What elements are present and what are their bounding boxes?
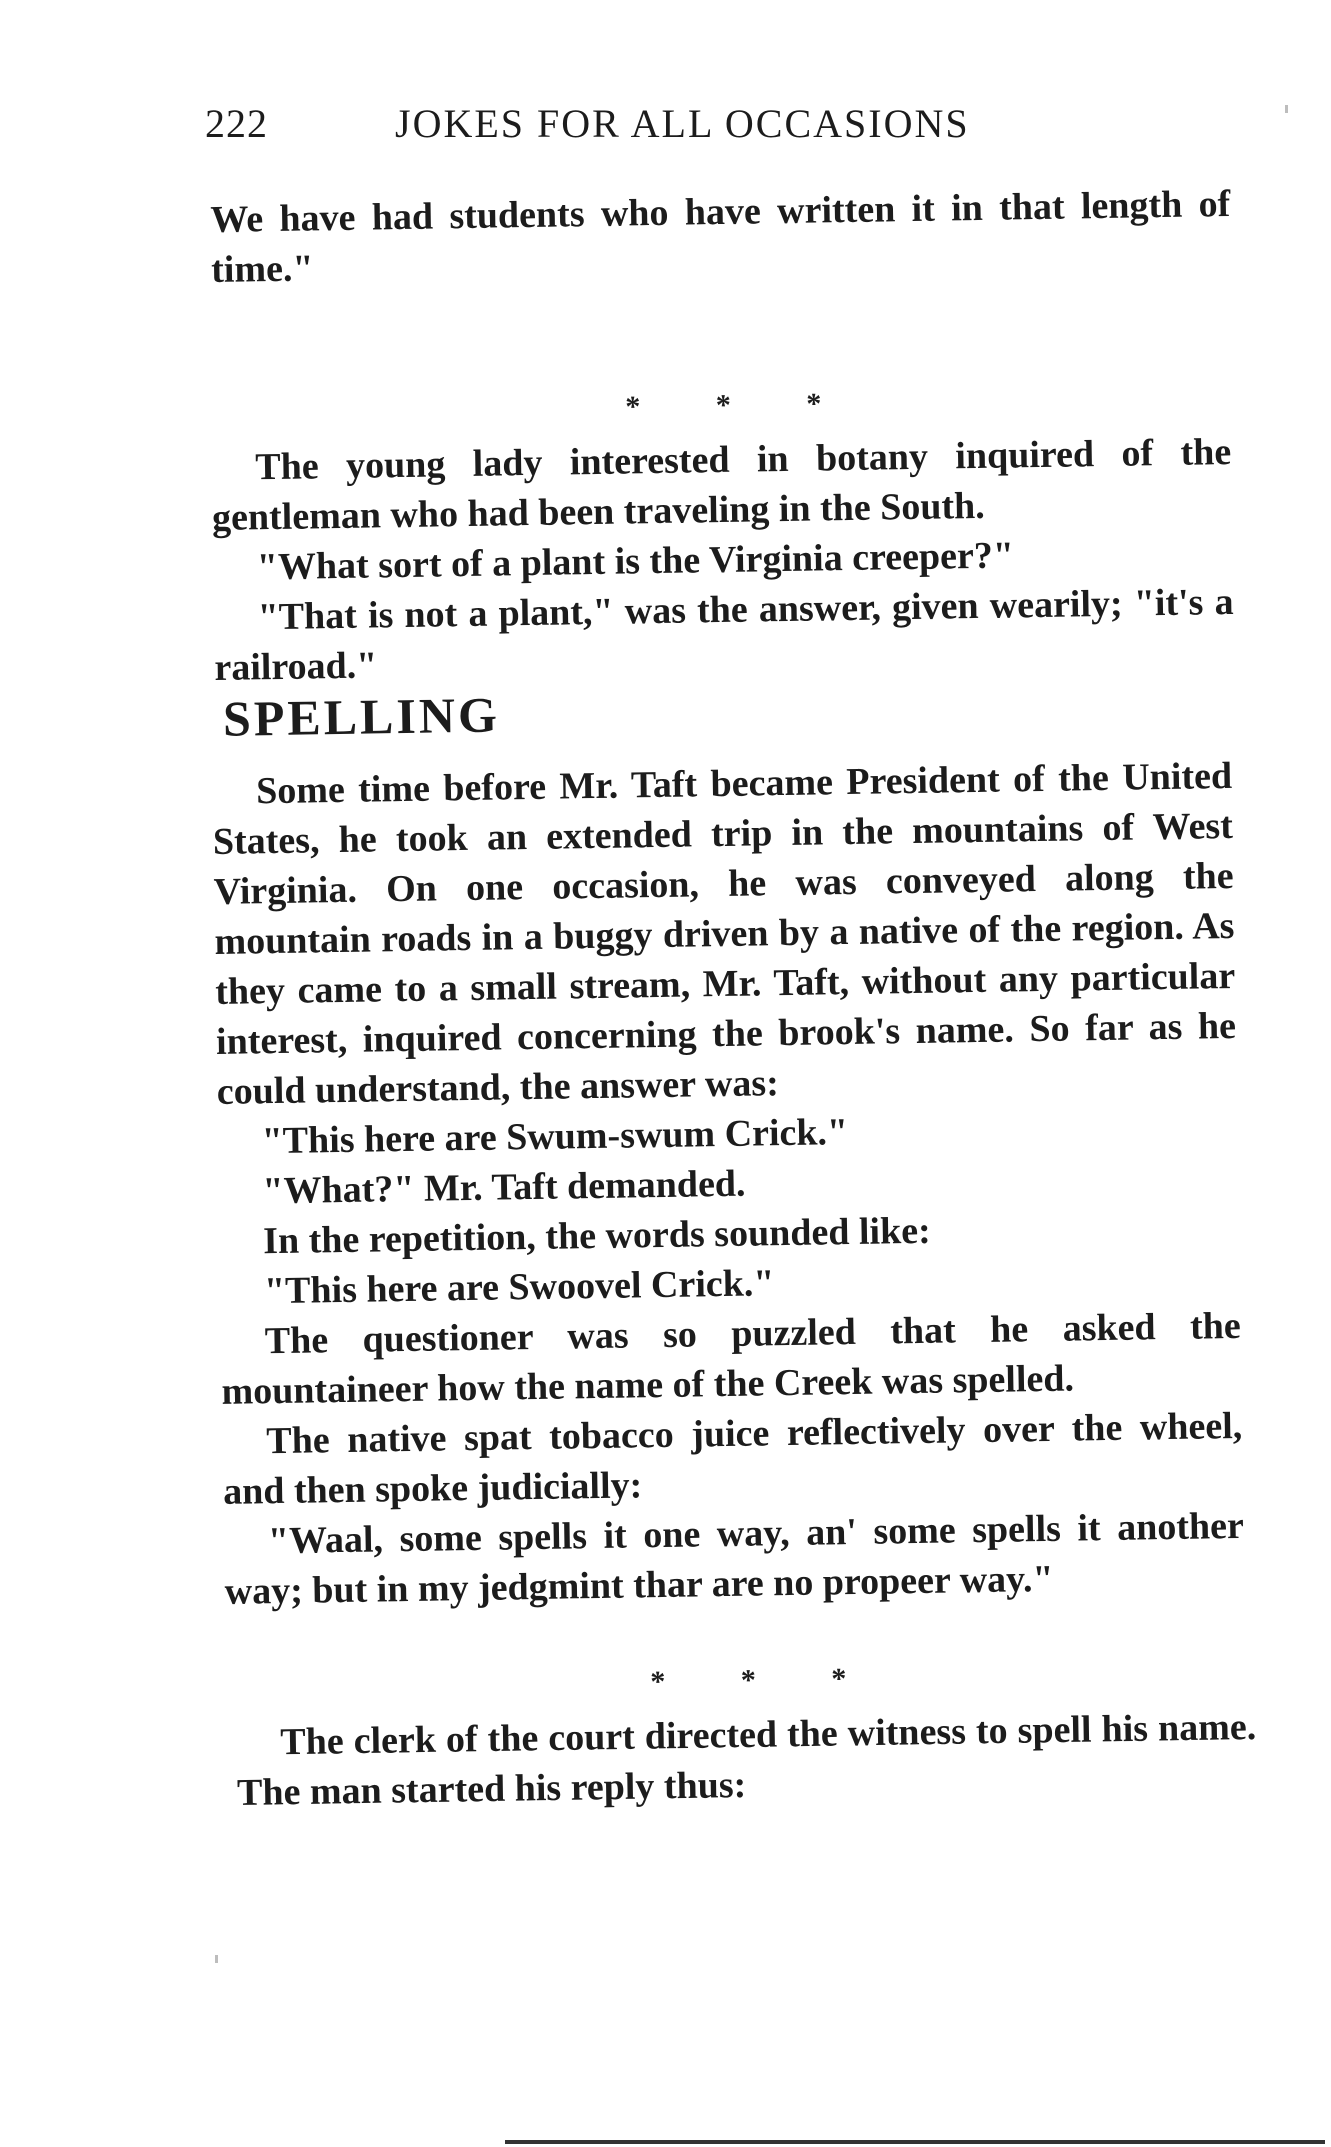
spelling-paragraph-7: The native spat tobacco juice reflectively over the wheel, and then spoke judicially: xyxy=(222,1404,1243,1513)
spelling-section xyxy=(210,639,1245,1617)
joke-clerk xyxy=(235,1644,1257,1818)
running-header xyxy=(205,100,1225,147)
margin-speck xyxy=(1285,105,1288,113)
spelling-paragraph-2: "This here are Swum-swum Crick." xyxy=(261,1111,849,1163)
margin-speck xyxy=(215,1955,218,1963)
spelling-paragraph-4: In the repetition, the words sounded like: xyxy=(262,1209,931,1263)
page-number: 222 xyxy=(205,101,268,146)
separator-asterisks: * * * xyxy=(625,386,856,424)
intro-block xyxy=(210,179,1231,295)
page-bottom-edge xyxy=(505,2140,1325,2144)
separator-asterisks: * * * xyxy=(650,1661,881,1699)
spelling-paragraph-6: The questioner was so puzzled that he asked the mountaineer how the name of the Creek was spelled. xyxy=(221,1304,1241,1413)
spelling-paragraph-8: "Waal, some spells it one way, an' some spells it another way; but in my jedgmint thar are no propeer way." xyxy=(224,1504,1245,1613)
spelling-paragraph-1: Some time before Mr. Taft became President of the United States, he took an extended trip in the mountains of West Virginia. On one occasion, he was conveyed along the mountain roads in a buggy driven by a native of the region. As they came to a small stream, Mr. Taft, without any particular interest, inquired concerning the brook's name. So far as he could understand, the answer was: xyxy=(212,754,1237,1113)
intro-continuation: We have had students who have written it in that length of time." xyxy=(210,182,1231,291)
botany-paragraph-2: "What sort of a plant is the Virginia creeper?" xyxy=(256,534,1015,589)
clerk-paragraph: The clerk of the court directed the witness to spell his name. The man started his reply thus: xyxy=(236,1705,1257,1814)
running-title: JOKES FOR ALL OCCASIONS xyxy=(395,101,970,146)
spelling-paragraph-3: "What?" Mr. Taft demanded. xyxy=(262,1162,746,1213)
botany-paragraph-3: "That is not a plant," was the answer, given wearily; "it's a railroad." xyxy=(214,580,1234,689)
section-heading: SPELLING xyxy=(222,686,501,747)
botany-paragraph-1: The young lady interested in botany inquired of the gentleman who had been traveling in the South. xyxy=(211,430,1232,539)
spelling-paragraph-5: "This here are Swoovel Crick." xyxy=(263,1262,775,1313)
